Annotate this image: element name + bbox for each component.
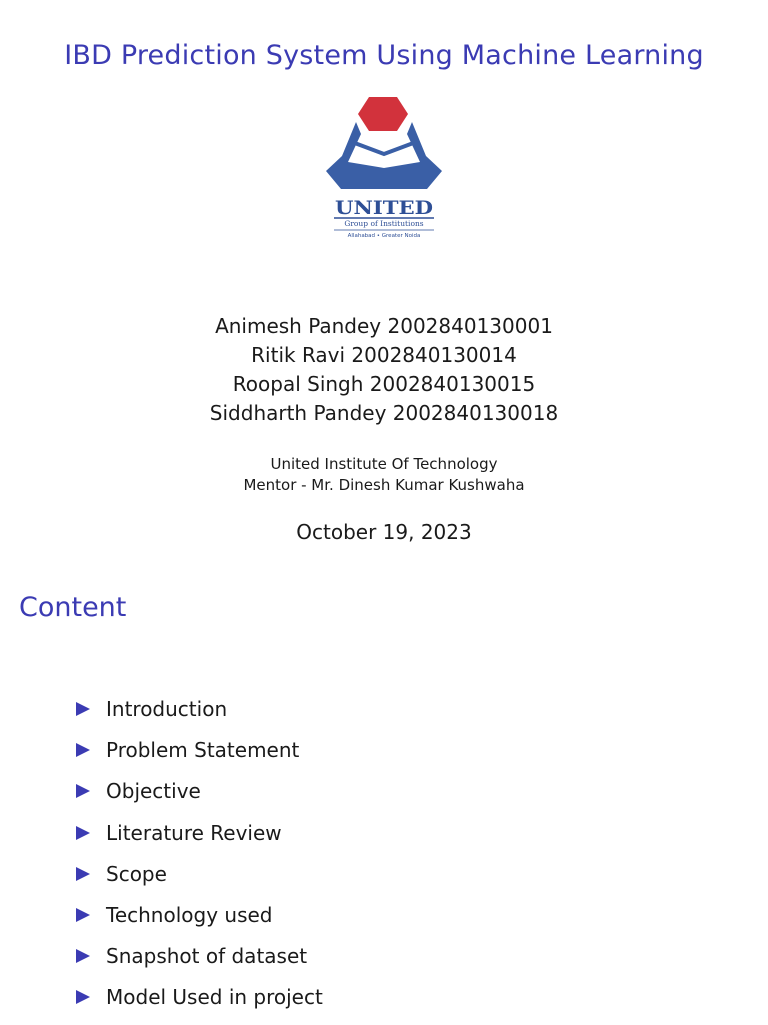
author-list xyxy=(0,312,768,428)
bullet-triangle-icon xyxy=(76,990,90,1004)
list-item xyxy=(76,695,323,736)
list-item-label: Literature Review xyxy=(106,820,282,845)
logo-wordmark: UNITED xyxy=(335,197,433,219)
author-name: Roopal Singh 2002840130015 xyxy=(232,372,536,396)
presentation-date: October 19, 2023 xyxy=(296,520,472,544)
content-title: Content xyxy=(19,592,127,623)
author-name: Ritik Ravi 2002840130014 xyxy=(251,343,517,367)
list-item xyxy=(76,942,323,983)
list-item-label: Objective xyxy=(106,779,201,804)
slide-title: IBD Prediction System Using Machine Learning xyxy=(64,40,704,71)
list-item xyxy=(76,983,323,1024)
list-item xyxy=(76,901,323,942)
logo-chevron-stripe xyxy=(352,142,416,154)
bullet-triangle-icon xyxy=(76,867,90,881)
bullet-triangle-icon xyxy=(76,826,90,840)
institute-name: United Institute Of Technology xyxy=(270,455,498,473)
list-item-label: Technology used xyxy=(106,902,273,927)
logo-location: Allahabad • Greater Noida xyxy=(347,233,421,239)
affiliation xyxy=(0,454,768,496)
mentor-name: Mentor - Mr. Dinesh Kumar Kushwaha xyxy=(243,476,525,494)
author-name: Animesh Pandey 2002840130001 xyxy=(215,314,553,338)
list-item xyxy=(76,860,323,901)
logo-red-hexagon xyxy=(358,97,408,131)
content-list xyxy=(76,695,323,1025)
united-logo xyxy=(322,92,446,240)
bullet-triangle-icon xyxy=(76,702,90,716)
bullet-triangle-icon xyxy=(76,908,90,922)
bullet-triangle-icon xyxy=(76,949,90,963)
list-item xyxy=(76,819,323,860)
list-item xyxy=(76,736,323,777)
author-name: Siddharth Pandey 2002840130018 xyxy=(209,401,559,425)
list-item-label: Introduction xyxy=(106,697,228,721)
list-item xyxy=(76,777,323,818)
list-item-label: Model Used in project xyxy=(106,985,323,1010)
list-item-label: Scope xyxy=(106,861,167,886)
list-item-label: Snapshot of dataset xyxy=(106,944,308,969)
logo-subtitle: Group of Institutions xyxy=(344,219,424,228)
bullet-triangle-icon xyxy=(76,743,90,757)
list-item-label: Problem Statement xyxy=(106,738,300,763)
bullet-triangle-icon xyxy=(76,784,90,798)
